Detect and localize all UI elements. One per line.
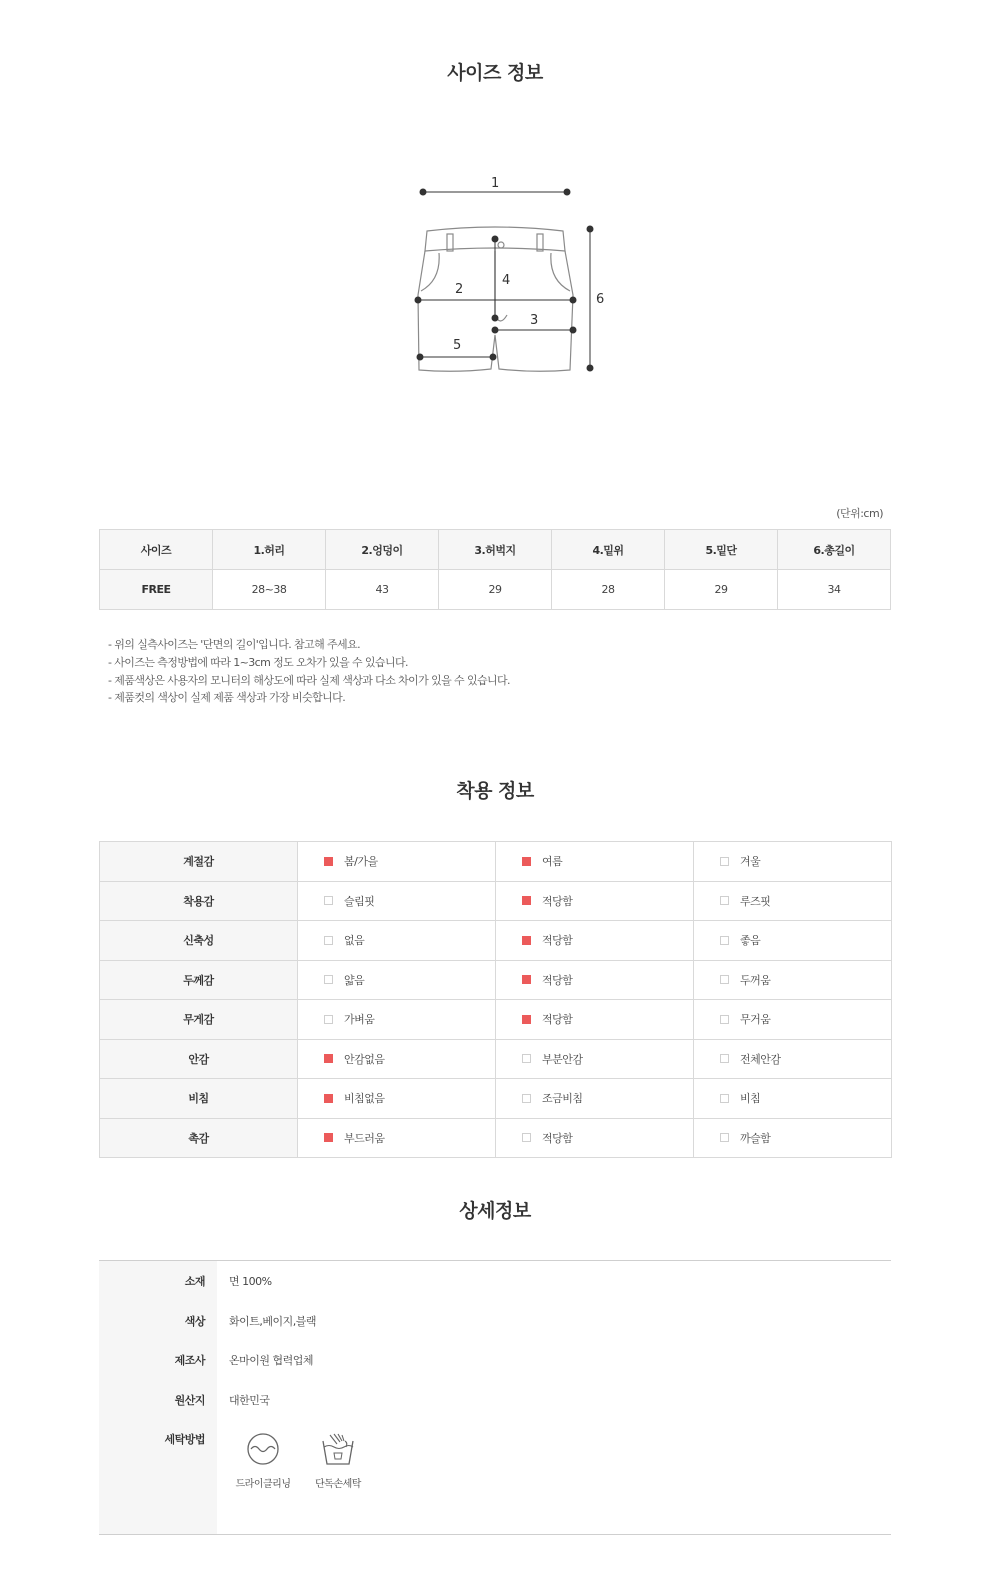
fit-option-text: 전체안감 [740, 1052, 781, 1066]
fit-option [694, 1118, 892, 1158]
size-cell: 28~38 [213, 570, 326, 610]
detail-label: 제조사 [174, 1354, 205, 1367]
diagram-label-4: 4 [502, 273, 511, 288]
size-header-cell: 사이즈 [100, 530, 213, 570]
detail-label: 색상 [184, 1315, 205, 1328]
note-line: - 제품컷의 색상이 실제 제품 색상과 가장 비슷합니다. [108, 691, 346, 705]
fit-option [496, 881, 694, 921]
unchecked-box-icon [720, 1094, 729, 1103]
fit-option [496, 1118, 694, 1158]
fit-option [496, 1079, 694, 1119]
unchecked-box-icon [522, 1054, 531, 1063]
dry-clean-icon [245, 1431, 281, 1467]
fit-row [100, 960, 892, 1000]
fit-table [99, 841, 892, 1158]
fit-row-label: 무게감 [100, 1000, 298, 1040]
fit-row-label: 안감 [100, 1039, 298, 1079]
unchecked-box-icon [324, 1015, 333, 1024]
checked-box-icon [522, 975, 531, 984]
diagram-label-3: 3 [530, 313, 539, 328]
fit-option [496, 921, 694, 961]
fit-option-text: 가벼움 [344, 1013, 375, 1027]
unchecked-box-icon [720, 1133, 729, 1142]
diagram-label-2: 2 [455, 282, 464, 297]
fit-option-text: 봄/가을 [344, 855, 378, 869]
wash-item-hand-wash [303, 1431, 373, 1490]
fit-option [694, 1000, 892, 1040]
unchecked-box-icon [720, 896, 729, 905]
fit-option [298, 921, 496, 961]
fit-row-label: 촉감 [100, 1118, 298, 1158]
checked-box-icon [522, 857, 531, 866]
fit-option-text: 겨울 [740, 855, 761, 869]
size-header-cell: 1.허리 [213, 530, 326, 570]
fit-option [694, 921, 892, 961]
fit-row-label: 두께감 [100, 960, 298, 1000]
hand-wash-icon [320, 1431, 356, 1467]
fit-row-label: 비침 [100, 1079, 298, 1119]
fit-option [298, 881, 496, 921]
fit-option-text: 좋음 [740, 934, 761, 948]
fit-option [496, 1000, 694, 1040]
fit-option-text: 적당함 [542, 894, 573, 908]
fit-option-text: 부분안감 [542, 1052, 583, 1066]
fit-option [298, 1118, 496, 1158]
fit-row [100, 1000, 892, 1040]
checked-box-icon [324, 1054, 333, 1063]
unchecked-box-icon [324, 936, 333, 945]
fit-row [100, 1039, 892, 1079]
fit-option-text: 안감없음 [344, 1052, 385, 1066]
size-cell: 29 [439, 570, 552, 610]
diagram-label-6: 6 [596, 292, 605, 307]
fit-option-text: 여름 [542, 855, 563, 869]
fit-option-text: 조금비침 [542, 1092, 583, 1106]
fit-option-text: 적당함 [542, 1131, 573, 1145]
fit-option-text: 비침 [740, 1092, 761, 1106]
detail-label: 소재 [184, 1275, 205, 1288]
note-line: - 위의 실측사이즈는 '단면의 길이'입니다. 참고해 주세요. [108, 638, 360, 651]
size-cell: FREE [100, 570, 213, 610]
wash-item-dry-clean [228, 1431, 298, 1490]
fit-row [100, 842, 892, 882]
fit-option [694, 1039, 892, 1079]
diagram-label-1: 1 [491, 176, 500, 191]
fit-option-text: 적당함 [542, 934, 573, 948]
size-cell: 29 [665, 570, 778, 610]
fit-row-label: 신축성 [100, 921, 298, 961]
fit-option-text: 적당함 [542, 1013, 573, 1027]
fit-option-text: 적당함 [542, 973, 573, 987]
unchecked-box-icon [720, 1054, 729, 1063]
fit-row [100, 1079, 892, 1119]
fit-option [298, 842, 496, 882]
size-cell: 43 [326, 570, 439, 610]
checked-box-icon [324, 1133, 333, 1142]
fit-option-text: 없음 [344, 934, 365, 948]
unchecked-box-icon [522, 1133, 531, 1142]
detail-value: 면 100% [229, 1275, 272, 1288]
note-line: - 제품색상은 사용자의 모니터의 해상도에 따라 실제 색상과 다소 차이가 있을 수 있습니다. [108, 673, 510, 687]
fit-option [298, 960, 496, 1000]
fit-option-text: 두꺼움 [740, 973, 771, 987]
fit-option-text: 루즈핏 [740, 894, 771, 908]
fit-row [100, 881, 892, 921]
size-table [99, 529, 891, 610]
fit-row-label: 계절감 [100, 842, 298, 882]
size-header-cell: 5.밑단 [665, 530, 778, 570]
size-info-title: 사이즈 정보 [447, 62, 543, 84]
fit-option-text: 까슬함 [740, 1131, 771, 1145]
fit-option [694, 1079, 892, 1119]
detail-label: 원산지 [174, 1394, 205, 1407]
detail-info-title: 상세정보 [459, 1200, 531, 1222]
fit-option [496, 1039, 694, 1079]
size-header-cell: 4.밑위 [552, 530, 665, 570]
checked-box-icon [324, 857, 333, 866]
unchecked-box-icon [720, 936, 729, 945]
fit-option [298, 1000, 496, 1040]
fit-option [694, 842, 892, 882]
checked-box-icon [522, 936, 531, 945]
unchecked-box-icon [720, 975, 729, 984]
unchecked-box-icon [720, 857, 729, 866]
size-cell: 28 [552, 570, 665, 610]
unit-note: (단위:cm) [836, 507, 883, 520]
fit-option [298, 1079, 496, 1119]
fit-option [694, 881, 892, 921]
size-table-row [100, 570, 891, 610]
fit-option-text: 비침없음 [344, 1092, 385, 1106]
unchecked-box-icon [720, 1015, 729, 1024]
unchecked-box-icon [522, 1094, 531, 1103]
note-line: - 사이즈는 측정방법에 따라 1~3cm 정도 오차가 있을 수 있습니다. [108, 655, 408, 669]
fit-row-label: 착용감 [100, 881, 298, 921]
shorts-measurement-diagram [405, 165, 625, 385]
size-header-cell: 2.엉덩이 [326, 530, 439, 570]
fit-option-text: 슬림핏 [344, 894, 375, 908]
fit-option [496, 842, 694, 882]
detail-value: 대한민국 [229, 1394, 270, 1407]
size-header-cell: 6.총길이 [778, 530, 891, 570]
size-notes [108, 636, 510, 707]
detail-value: 온마이원 협력업체 [229, 1354, 314, 1367]
fit-option [298, 1039, 496, 1079]
fit-row [100, 1118, 892, 1158]
detail-label: 세탁방법 [164, 1433, 205, 1446]
checked-box-icon [522, 1015, 531, 1024]
checked-box-icon [522, 896, 531, 905]
fit-option-text: 부드러움 [344, 1131, 385, 1145]
detail-info-table [99, 1260, 891, 1535]
fit-info-title: 착용 정보 [456, 780, 534, 802]
unchecked-box-icon [324, 975, 333, 984]
checked-box-icon [324, 1094, 333, 1103]
detail-value: 화이트,베이지,블랙 [229, 1315, 317, 1328]
wash-item-label: 드라이클리닝 [235, 1479, 291, 1490]
size-table-header-row [100, 530, 891, 570]
size-header-cell: 3.허벅지 [439, 530, 552, 570]
fit-row [100, 921, 892, 961]
unchecked-box-icon [324, 896, 333, 905]
size-cell: 34 [778, 570, 891, 610]
fit-option [694, 960, 892, 1000]
fit-option [496, 960, 694, 1000]
wash-item-label: 단독손세탁 [315, 1479, 361, 1490]
fit-option-text: 얇음 [344, 973, 365, 987]
diagram-label-5: 5 [453, 338, 462, 353]
fit-option-text: 무거움 [740, 1013, 771, 1027]
